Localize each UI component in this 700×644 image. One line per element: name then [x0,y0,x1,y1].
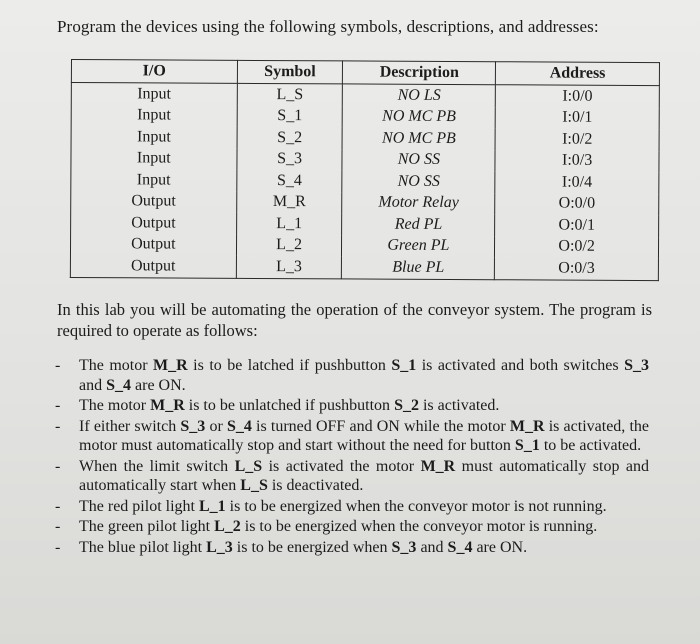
header-description: Description [343,61,496,85]
io-address-table [70,59,660,281]
bullet-dash: - [55,497,61,515]
description-cell: Green PL [342,235,495,257]
header-symbol: Symbol [237,60,343,84]
address-cell: I:0/2 [495,128,659,150]
symbol-cell: L_S [237,83,343,106]
symbol-ref: L_1 [198,497,226,515]
table-row [70,255,658,280]
io-cell: Input [71,169,237,191]
intro-text: Program the devices using the following symbols, descriptions, and addresses: [57,17,599,36]
requirement-text: The motor [79,397,151,414]
description-cell: NO MC PB [343,106,496,128]
header-address: Address [496,62,660,86]
description-cell: NO LS [343,84,496,107]
requirement-text: to be activated. [539,437,642,454]
requirement-item [53,457,649,496]
symbol-ref: M_R [150,397,185,414]
symbol-ref: M_R [509,417,545,435]
table-header-row [71,60,659,86]
address-cell: O:0/1 [495,214,659,236]
table-row [71,191,659,216]
requirement-item [53,538,649,558]
requirement-text: must automatically stop and automatically start when [79,457,650,494]
requirement-item [53,417,649,456]
requirement-text: is turned OFF and ON while the motor [251,417,510,435]
description-cell: Red PL [342,213,495,235]
requirement-text: and [416,538,448,556]
symbol-cell: L_1 [236,213,342,235]
requirement-text: The red pilot light [79,497,199,515]
symbol-cell: L_2 [236,234,342,256]
requirement-text: is to be energized when the conveyor motor is not running. [225,497,607,515]
symbol-cell: M_R [236,191,342,213]
symbol-ref: M_R [153,357,188,374]
io-cell: Output [71,212,237,234]
requirement-text: is to be unlatched if pushbutton [184,397,395,414]
symbol-cell: S_2 [237,127,343,149]
symbol-cell: L_3 [236,256,342,279]
description-cell: Blue PL [342,256,495,279]
io-cell: Output [71,191,237,213]
description-cell: Motor Relay [342,192,495,214]
table-row [71,83,659,108]
requirement-text: is activated and both switches [416,357,625,374]
symbol-ref: S_3 [180,417,206,435]
symbol-ref: S_3 [391,538,417,556]
symbol-ref: S_4 [226,417,252,435]
io-cell: Output [70,234,236,256]
requirement-item [53,356,649,395]
bullet-dash: - [55,518,61,535]
table-row [71,212,659,237]
requirement-item [53,396,649,416]
requirement-text: If either switch [79,417,181,435]
requirement-text: The motor [79,357,154,374]
io-cell: Input [71,126,237,148]
table-row [71,126,659,151]
requirement-text: is to be energized when [232,538,392,556]
table-row [71,148,659,173]
requirement-text: is to be energized when the conveyor motor is running. [240,518,598,535]
symbol-ref: S_1 [514,437,540,454]
requirement-item [53,517,649,537]
requirement-text: is to be latched if pushbutton [187,357,392,374]
symbol-ref: L_S [240,477,268,494]
description-cell: NO SS [342,149,495,171]
symbol-ref: S_2 [394,397,419,414]
symbol-ref: S_4 [447,538,473,556]
description-cell: NO MC PB [343,127,496,149]
header-io: I/O [71,60,237,84]
symbol-ref: S_3 [624,357,650,374]
requirement-item [53,497,649,517]
table-row [71,169,659,194]
io-cell: Output [70,255,236,278]
description-cell: NO SS [342,170,495,192]
io-cell: Input [71,148,237,170]
requirement-text: are ON. [131,376,186,394]
symbol-ref: L_2 [214,518,241,535]
symbol-ref: S_4 [106,376,132,394]
table-row [70,234,658,259]
symbol-cell: S_3 [237,148,343,170]
address-cell: O:0/0 [495,193,659,215]
symbol-cell: S_4 [236,170,342,192]
requirement-text: and [79,376,107,394]
requirement-text: is deactivated. [267,477,364,494]
symbol-ref: M_R [420,457,456,475]
bullet-dash: - [55,417,61,435]
requirement-text: is activated the motor [262,457,421,475]
bullet-dash: - [55,538,61,556]
requirement-text: When the limit switch [79,457,235,475]
table-row [71,105,659,130]
address-cell: I:0/4 [495,171,659,193]
io-cell: Input [71,105,237,127]
symbol-cell: S_1 [237,105,343,127]
address-cell: I:0/1 [495,107,659,129]
symbol-ref: L_S [234,457,263,475]
requirement-text: is activated, the motor must automatically stop and start without the need for button [79,417,650,454]
requirement-text: The green pilot light [79,518,215,535]
symbol-ref: L_3 [206,538,233,556]
bullet-dash: - [55,397,61,414]
requirement-text: is activated. [418,397,500,414]
requirements-list [53,356,649,558]
requirement-text: or [205,417,227,435]
symbol-ref: S_1 [391,357,417,374]
bullet-dash: - [55,457,61,475]
io-cell: Input [71,83,237,106]
address-cell: I:0/3 [495,150,659,172]
bullet-dash: - [55,357,61,374]
address-cell: O:0/2 [495,236,659,258]
lab-description: In this lab you will be automating the operation of the conveyor system. The program is required to operate as follows: [57,300,652,340]
requirement-text: The blue pilot light [79,538,207,556]
requirement-text: are ON. [472,538,528,556]
address-cell: I:0/0 [496,85,660,108]
address-cell: O:0/3 [495,257,659,280]
